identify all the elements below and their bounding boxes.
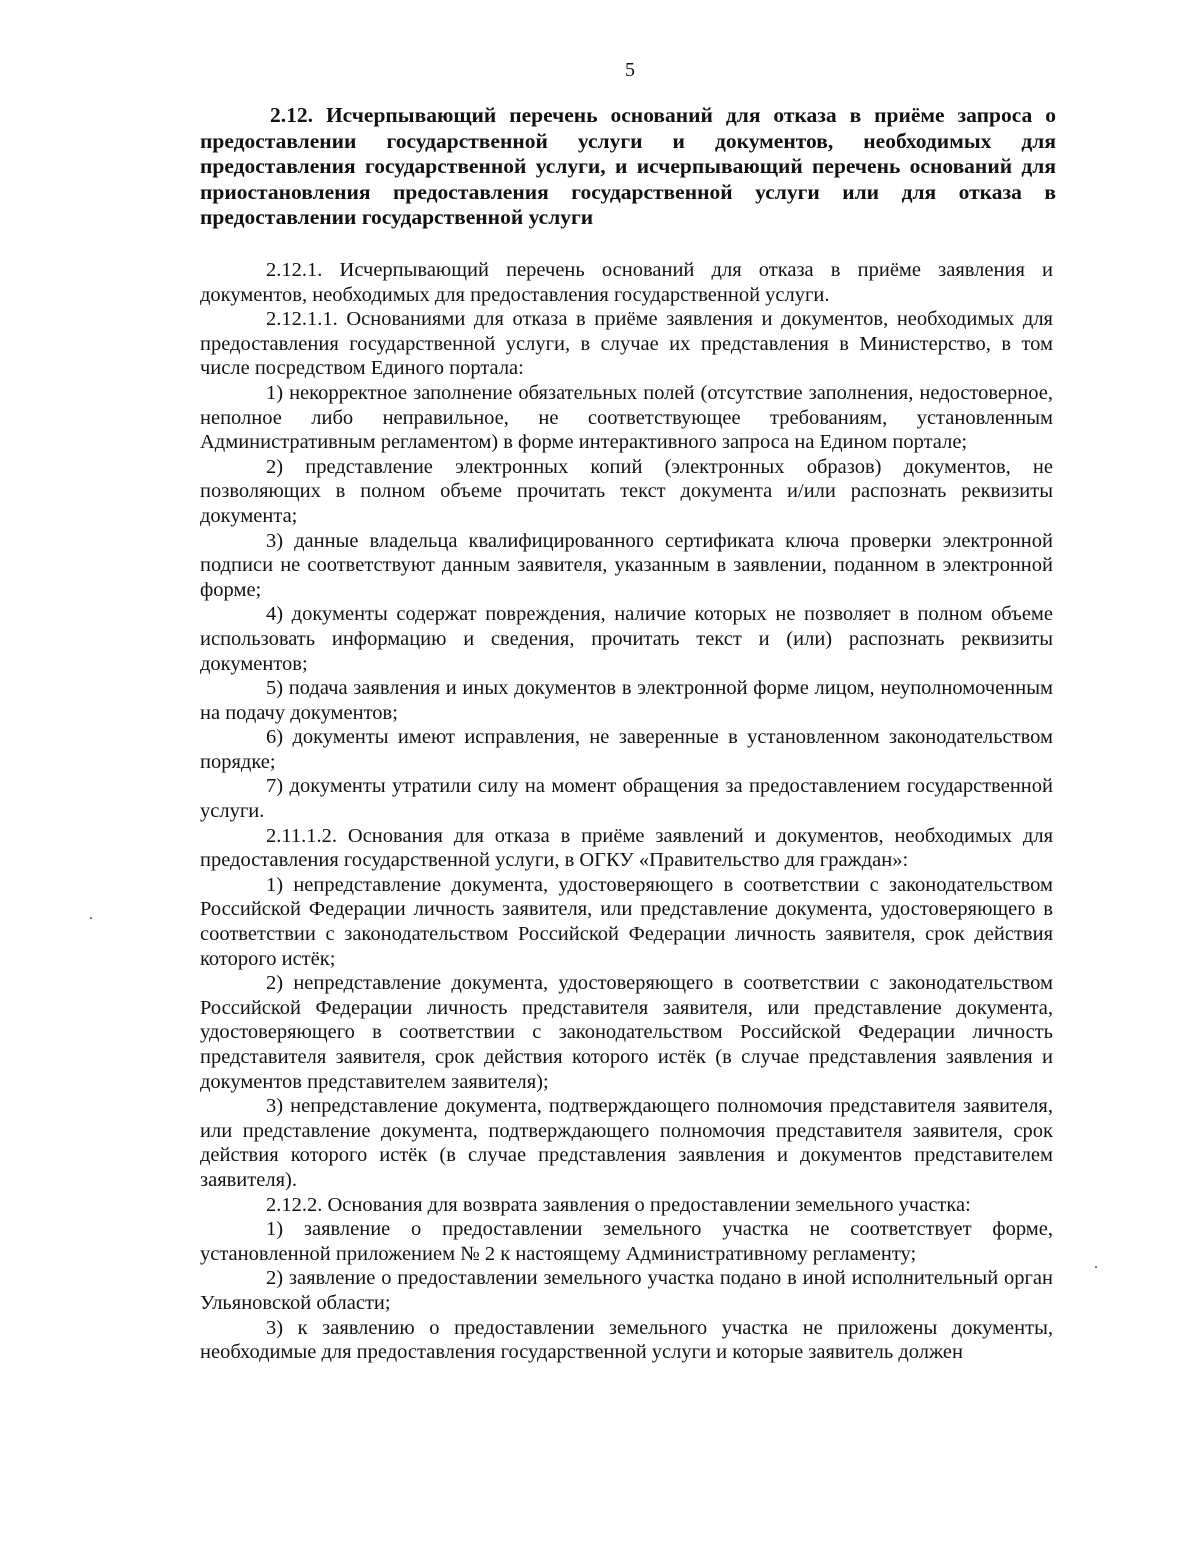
list-item: 1) непредставление документа, удостоверяющего в соответствии с законодательством Российской Федерации личность заявителя, или представление документа, удостоверяющего в соответствии с законодательством Российской Федерации личность заявителя, срок действия которого истёк;	[200, 873, 1053, 970]
list-item: 6) документы имеют исправления, не заверенные в установленном законодательством порядке;	[200, 726, 1053, 773]
list-item: 7) документы утратили силу на момент обращения за предоставлением государственной услуги.	[200, 775, 1053, 823]
paragraph-2-11-1-2: 2.11.1.2. Основания для отказа в приёме заявлений и документов, необходимых для предоставления государственной услуги, в ОГКУ «Правительство для граждан»:	[200, 824, 1053, 872]
paragraph-2-12-1-1: 2.12.1.1. Основаниями для отказа в приёме заявления и документов, необходимых для предоставления государственной услуги, в случае их представления в Министерство, в том числе посредством Единого портала:	[200, 308, 1053, 380]
paragraph-2-12-1: 2.12.1. Исчерпывающий перечень оснований для отказа в приёме заявления и документов, необходимых для предоставления государственной услуги.	[200, 259, 1053, 306]
list-item: 2) заявление о предоставлении земельного участка подано в иной исполнительный орган Ульяновской области;	[200, 1267, 1053, 1314]
page-number: 5	[625, 59, 635, 81]
list-item: 1) заявление о предоставлении земельного участка не соответствует форме, установленной приложением № 2 к настоящему Административному регламенту;	[200, 1218, 1053, 1265]
list-item: 4) документы содержат повреждения, наличие которых не позволяет в полном объеме использовать информацию и сведения, прочитать текст и (или) распознать реквизиты документов;	[200, 603, 1053, 675]
list-item: 3) к заявлению о предоставлении земельного участка не приложены документы, необходимые для предоставления государственной услуги и которые заявитель должен	[200, 1316, 1053, 1364]
list-item: 1) некорректное заполнение обязательных полей (отсутствие заполнения, недостоверное, неполное либо неправильное, не соответствующее требованиям, установленным Административным регламентом) в форме интерактивного запроса на Едином портале;	[200, 381, 1053, 454]
list-item: 2) непредставление документа, удостоверяющего в соответствии с законодательством Российской Федерации личность представителя заявителя, или представление документа, удостоверяющего в соответствии с законодательством Российской Федерации личность представителя заявителя, срок действия которого истёк (в случае представления заявления и документов представителем заявителя);	[200, 972, 1053, 1093]
paragraph-2-12-2: 2.12.2. Основания для возврата заявления о предоставлении земельного участка:	[266, 1193, 971, 1216]
document-body	[200, 258, 1053, 1365]
section-heading: 2.12. Исчерпывающий перечень оснований для отказа в приёме запроса о предоставлении государственной услуги и документов, необходимых для предоставления государственной услуги, и исчерпывающий перечень оснований для приостановления предоставления государственной услуги или для отказа в предоставлении государственной услуги	[200, 103, 1056, 229]
scan-speck	[1095, 1266, 1097, 1268]
scan-speck	[90, 917, 92, 919]
list-item: 3) данные владельца квалифицированного сертификата ключа проверки электронной подписи не соответствуют данным заявителя, указанным в заявлении, поданном в электронной форме;	[200, 529, 1053, 601]
list-item: 2) представление электронных копий (электронных образов) документов, не позволяющих в полном объеме прочитать текст документа и/или распознать реквизиты документа;	[200, 455, 1053, 527]
list-item: 3) непредставление документа, подтверждающего полномочия представителя заявителя, или представление документа, подтверждающего полномочия представителя заявителя, срок действия которого истёк (в случае представления заявления и документов представителем заявителя).	[200, 1095, 1053, 1191]
list-item: 5) подача заявления и иных документов в электронной форме лицом, неуполномоченным на подачу документов;	[200, 677, 1053, 724]
